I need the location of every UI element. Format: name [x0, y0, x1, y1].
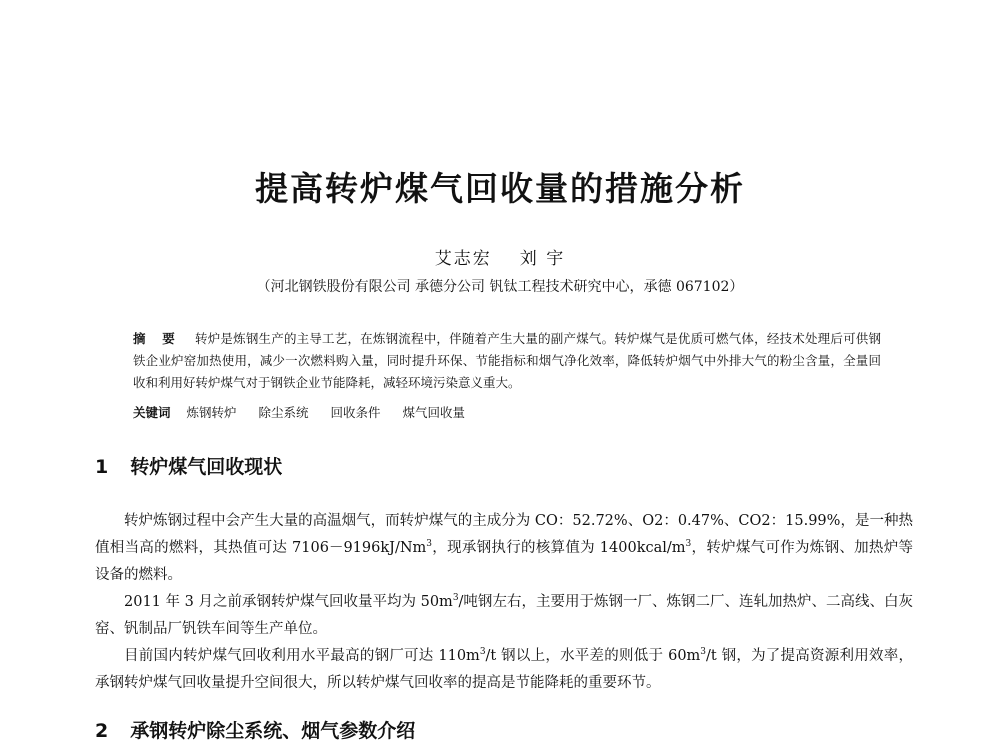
keywords	[133, 402, 881, 424]
p2-text-b: /吨钢左右，主要用于炼钢一厂、炼钢二厂、连轧加热炉、二高线、白灰窑、钒制品厂钒铁车间等生产单位。	[95, 594, 913, 637]
keyword-4: 煤气回收量	[402, 405, 466, 420]
section-1-heading	[95, 452, 282, 479]
author-1: 艾志宏	[434, 249, 492, 269]
superscript: 3	[452, 593, 459, 604]
paragraph-3	[95, 643, 913, 697]
abstract-text: 转炉是炼钢生产的主导工艺，在炼钢流程中，伴随着产生大量的副产煤气。转炉煤气是优质可燃气体，经技术处理后可供钢铁企业炉窑加热使用，减少一次燃料购入量，同时提升环保、节能指标和烟气净化效率，降低转炉烟气中外排大气的粉尘含量，全量回收和利用好转炉煤气对于钢铁企业节能降耗，减轻环境污染意义重大。	[133, 331, 881, 390]
section-2-title: 承钢转炉除尘系统、烟气参数介绍	[130, 720, 416, 742]
p3-text-a: 目前国内转炉煤气回收利用水平最高的钢厂可达 110m	[124, 648, 480, 664]
keyword-1: 炼钢转炉	[186, 405, 237, 420]
p3-text-b: /t 钢以上，水平差的则低于 60m	[485, 648, 701, 664]
superscript: 3	[479, 647, 486, 658]
keywords-label: 关键词	[133, 405, 171, 420]
superscript: 3	[700, 647, 707, 658]
abstract	[133, 328, 881, 394]
keyword-2: 除尘系统	[258, 405, 309, 420]
p1-text-b: ，现承钢执行的核算值为 1400kcal/m	[432, 540, 686, 556]
p3-text-c: /t 钢，为了提高资源利用效率，承钢转炉煤气回收量提升空间很大，所以转炉煤气回收率的提高是节能降耗的重要环节。	[95, 648, 913, 691]
section-1-title: 转炉煤气回收现状	[130, 456, 283, 478]
paragraph-2	[95, 589, 913, 643]
section-1-body	[95, 508, 913, 697]
superscript: 3	[685, 539, 692, 550]
authors	[0, 244, 1000, 269]
section-1-number: 1	[95, 456, 109, 478]
section-2-heading	[95, 716, 415, 743]
abstract-label: 摘 要	[133, 331, 181, 346]
p2-text-a: 2011 年 3 月之前承钢转炉煤气回收量平均为 50m	[124, 594, 453, 610]
p1-text-a: 转炉炼钢过程中会产生大量的高温烟气，而转炉煤气的主成分为 CO：52.72%、O2：0.47%、CO2：15.99%，是一种热值相当高的燃料，其热值可达 7106－9196kJ/Nm	[95, 513, 913, 556]
paper-title: 提高转炉煤气回收量的措施分析	[255, 169, 745, 208]
keyword-3: 回收条件	[330, 405, 381, 420]
superscript: 3	[426, 539, 433, 550]
p1-text-c: ，转炉煤气可作为炼钢、加热炉等设备的燃料。	[95, 540, 913, 583]
affiliation: （河北钢铁股份有限公司 承德分公司 钒钛工程技术研究中心，承德 067102）	[256, 279, 744, 295]
author-2: 刘 宇	[519, 249, 566, 269]
section-2-number: 2	[95, 720, 109, 742]
paragraph-1	[95, 508, 913, 589]
